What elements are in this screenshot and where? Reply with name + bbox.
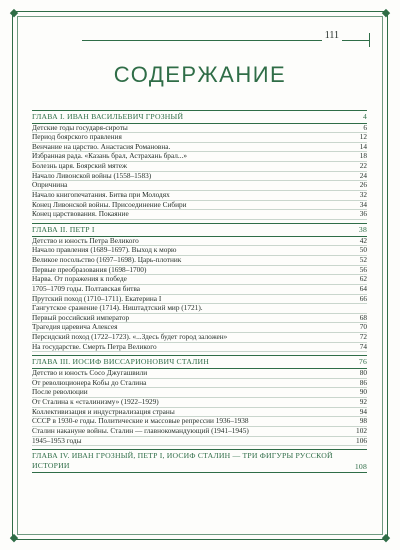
toc-entry-page [353,304,367,313]
toc-entry[interactable] [32,427,367,437]
toc-entry-title: Трагедия царевича Алексея [32,322,118,332]
toc-entry-page: 102 [356,425,367,435]
toc-entry-page: 90 [359,387,367,397]
toc-entry-title: Первые преобразования (1698–1700) [32,264,147,274]
toc-entry-page: 74 [359,341,367,351]
toc-entry-title: Избранная рада. «Казань брал, Астрахань брал...» [32,151,188,161]
page-number: 111 [322,30,342,41]
toc-entry[interactable] [32,172,367,182]
chapter-heading[interactable] [32,223,367,237]
toc-entry-title: СССР в 1930-е годы. Политические и массовые репрессии 1936–1938 [32,416,249,426]
chapter-heading[interactable] [32,110,367,124]
table-of-contents [32,110,367,473]
toc-entry-page: 94 [359,406,367,416]
toc-entry-page: 68 [359,312,367,322]
toc-entry-page: 6 [363,122,367,132]
toc-entry-title: Нарва. От поражения к победе [32,274,127,284]
toc-entry-page: 50 [359,245,367,255]
toc-entry-title: На государстве. Смерть Петра Великого [32,341,157,351]
toc-entry-title: 1705–1709 годы. Полтавская битва [32,283,141,293]
toc-entry-page: 22 [359,161,367,171]
chapter-title: ГЛАВА III. ИОСИФ ВИССАРИОНОВИЧ СТАЛИН [32,357,210,367]
chapter-title: ГЛАВА I. ИВАН ВАСИЛЬЕВИЧ ГРОЗНЫЙ [32,112,184,121]
chapter-page: 76 [358,357,367,367]
toc-entry-title: Период боярского правления [32,132,122,142]
toc-entry-title: Детские годы государя-сироты [32,122,128,132]
ornament-top-left-icon: ◆ [9,7,19,19]
chapter-page: 38 [358,225,367,235]
chapter-page: 4 [362,112,367,121]
toc-entry-title: Болезнь царя. Боярский мятеж [32,161,128,171]
toc-entry-page: 24 [359,170,367,180]
toc-entry-page: 66 [359,293,367,303]
chapter-heading[interactable] [32,449,367,473]
toc-entry-title: Венчание на царство. Анастасия Романовна. [32,141,171,151]
toc-entry-page: 92 [359,396,367,406]
header-rule-end [369,33,370,47]
toc-entry[interactable] [32,343,367,353]
page-title: СОДЕРЖАНИЕ [113,62,287,87]
toc-entry-title: Конец царствования. Покаяние [32,209,129,219]
chapter-title: ГЛАВА IV. ИВАН ГРОЗНЫЙ, ПЕТР I, ИОСИФ СТАЛИН — ТРИ ФИГУРЫ РУССКОЙ ИСТОРИИ [32,451,333,471]
toc-entry-title: Коллективизация и индустриализация страны [32,406,175,416]
toc-entry-page: 86 [359,377,367,387]
toc-entry-title: Прутский поход (1710–1711). Екатерина I [32,293,162,303]
toc-entry-title: Конец Ливонской войны. Присоединение Сибири [32,199,187,209]
toc-entry-page: 98 [359,416,367,426]
toc-entry-page: 12 [359,132,367,142]
toc-entry-title: 1945–1953 годы [32,435,82,445]
toc-entry-title: Персидский поход (1722–1723). «...Здесь будет город заложен» [32,332,228,342]
toc-entry-page: 52 [359,254,367,264]
toc-entry-title: Начало книгопечатания. Битва при Молодях [32,190,170,200]
toc-entry-title: Детство и юность Сосо Джугашвили [32,367,148,377]
toc-entry-title: От революционера Кобы до Сталина [32,377,147,387]
chapter-title: ГЛАВА II. ПЕТР I [32,225,95,235]
toc-entry-title: Гангутское сражение (1714). Ништадтский мир (1721). [32,303,203,313]
toc-entry-title: Начало Ливонской войны (1558–1583) [32,170,152,180]
toc-entry-page: 70 [359,322,367,332]
ornament-top-right-icon: ◆ [381,7,391,19]
toc-entry-title: От Сталина к «сталинизму» (1922–1929) [32,396,159,406]
toc-entry-page: 106 [356,435,367,445]
toc-entry-page: 72 [359,332,367,342]
ornament-bottom-right-icon: ◆ [381,532,391,544]
toc-entry-page: 32 [359,190,367,200]
toc-entry-page: 42 [359,235,367,245]
toc-entry[interactable] [32,437,367,447]
toc-entry-title: Сталин накануне войны. Сталин — главнокомандующий (1941–1945) [32,425,249,435]
toc-entry-title: Начало правления (1689–1697). Выход к морю [32,245,177,255]
toc-entry-title: После революции [32,387,88,397]
toc-entry-page: 36 [359,209,367,219]
toc-entry-page: 34 [359,199,367,209]
chapter-page: 108 [354,461,367,471]
toc-entry-page: 26 [359,180,367,190]
ornament-bottom-left-icon: ◆ [9,532,19,544]
toc-entry-title: Детство и юность Петра Великого [32,235,139,245]
toc-entry-page: 14 [359,141,367,151]
toc-entry-page: 64 [359,283,367,293]
toc-entry-page: 18 [359,151,367,161]
toc-entry-page: 80 [359,367,367,377]
toc-entry-title: Первый российский император [32,312,130,322]
toc-entry-title: Опричнина [32,180,68,190]
chapter-heading[interactable] [32,355,367,369]
toc-entry-page: 62 [359,274,367,284]
toc-entry-title: Великое посольство (1697–1698). Царь-плотник [32,254,182,264]
toc-entry[interactable] [32,210,367,220]
toc-entry-page: 56 [359,264,367,274]
